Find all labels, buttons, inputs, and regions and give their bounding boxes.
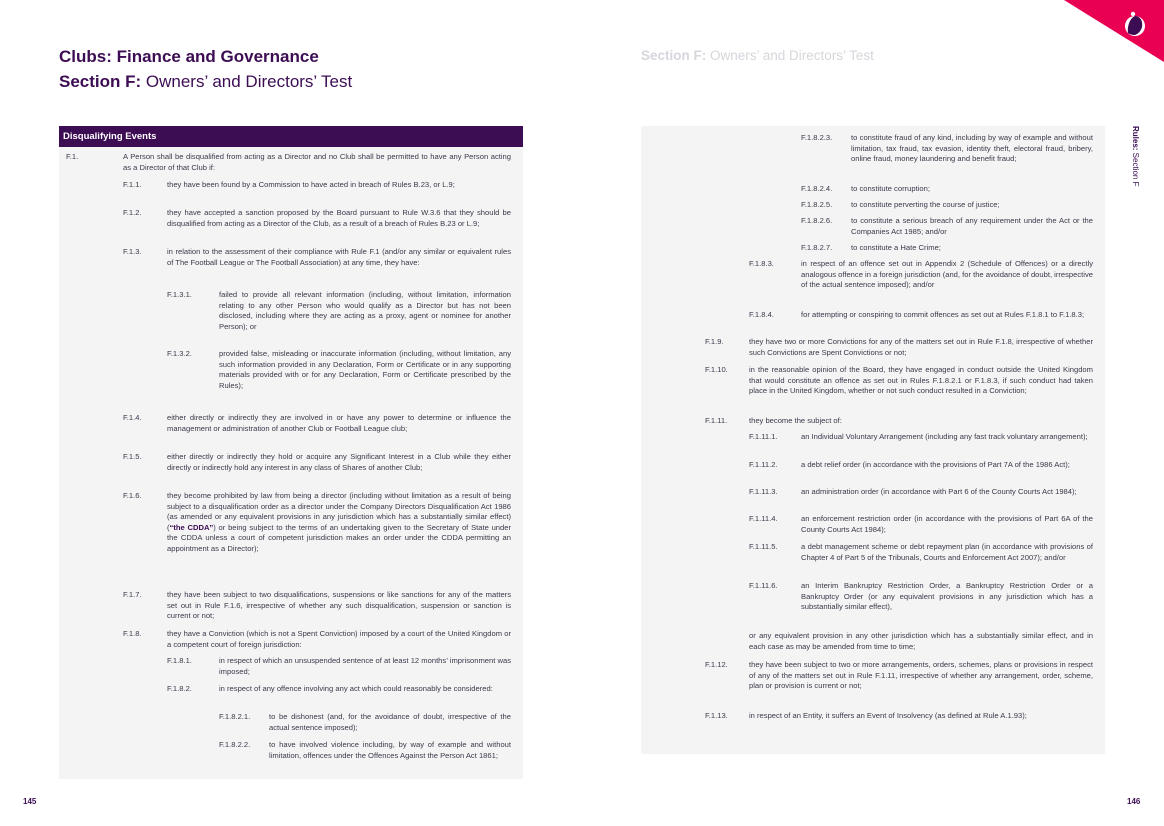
rule-number: F.1.2.: [123, 208, 142, 217]
defined-term: “the CDDA”: [169, 522, 214, 532]
page-number-left: 145: [23, 797, 37, 806]
rule-text: they have been found by a Commission to have acted in breach of Rules B.23, or L.9;: [167, 180, 455, 189]
ghost-title-bold: Section F:: [641, 48, 707, 63]
rule-number: F.1.8.2.: [167, 684, 192, 693]
rule-number: F.1.5.: [123, 452, 142, 461]
rule-number: F.1.11.: [705, 416, 728, 425]
rule-number: F.1.8.2.1.: [219, 712, 251, 721]
corner-graphic: [1014, 0, 1164, 70]
rule-text: in respect of an offence set out in Appendix 2 (Schedule of Offences) or a directly analogous offence in a foreign jurisdiction (and, for the avoidance of doubt, irrespective of the actual sentence imposed); and/or: [801, 259, 1093, 290]
rule-text: to constitute corruption;: [851, 184, 930, 193]
rule-text: or any equivalent provision in any other jurisdiction which has a substantially similar effect, and in each case as may be amended from time to time;: [749, 631, 1093, 651]
rule-text: they have been subject to two disqualifications, suspensions or like sanctions for any of the matters set out in Rule F.1.6, irrespective of whether any such disqualification, suspension or sanction is current or not;: [167, 590, 511, 621]
rule-number: F.1.8.2.2.: [219, 740, 251, 749]
rule-number: F.1.8.2.3.: [801, 133, 833, 142]
rule-text: to constitute a Hate Crime;: [851, 243, 941, 252]
side-label-light: Section F: [1131, 150, 1140, 187]
rule-number: F.1.13.: [705, 711, 728, 720]
rule-number: F.1.3.2.: [167, 349, 192, 358]
rule-text: they have been subject to two or more arrangements, orders, schemes, plans or provisions in respect of any of the matters set out in Rule F.1.11, irrespective of whether any arrangement, order, scheme, plan or provision is current or not;: [749, 660, 1093, 691]
page-title: [59, 45, 352, 95]
rule-number: F.1.8.2.4.: [801, 184, 833, 193]
rule-number: F.1.11.5.: [749, 542, 778, 551]
page-number-right: 146: [1127, 797, 1141, 806]
rule-number: F.1.8.4.: [749, 310, 774, 319]
rule-text: they have a Conviction (which is not a Spent Conviction) imposed by a court of the United Kingdom or a competent court of foreign jurisdiction:: [167, 629, 511, 649]
rule-text: a debt management scheme or debt repayment plan (in accordance with provisions of Chapter 4 of Part 5 of the Tribunals, Courts and Enforcement Act 2007); and/or: [801, 542, 1093, 562]
rule-number: F.1.4.: [123, 413, 142, 422]
rule-text: they become prohibited by law from being a director (including without limitation as a result of being subject to a disqualification order as a director under the Company Directors Disqualification Act 1986 (as amended or any equivalent provisions in any jurisdiction which has a substantially similar effect) (“the CDDA”) or being subject to the terms of an undertaking given to the Secretary of State under the CDDA unless a court of competent jurisdiction makes an order under the CDDA permitting an appointment as a Director);: [167, 491, 511, 553]
rule-text: an Interim Bankruptcy Restriction Order, a Bankruptcy Restriction Order or a Bankruptcy Order (or any equivalent provisions in any jurisdiction which has a substantially similar effect),: [801, 581, 1093, 612]
rule-number: F.1.1.: [123, 180, 142, 189]
rule-text: A Person shall be disqualified from acting as a Director and no Club shall be permitted to have any Person acting as a Director of that Club if:: [123, 152, 511, 172]
rule-text: failed to provide all relevant information (including, without limitation, information relating to any other Person who would qualify as a Director but has not been disclosed, including where they are acting as a proxy, agent or nominee for another Person); or: [219, 290, 511, 331]
rule-number: F.1.8.2.5.: [801, 200, 833, 209]
ghost-section-title: [641, 48, 874, 63]
rule-number: F.1.8.1.: [167, 656, 192, 665]
rule-number: F.1.9.: [705, 337, 724, 346]
rule-text: to have involved violence including, by way of example and without limitation, offences under the Offences Against the Person Act 1861;: [269, 740, 511, 760]
rule-number: F.1.6.: [123, 491, 142, 500]
rule-text: provided false, misleading or inaccurate information (including, without limitation, any such information provided in any Declaration, Form or Certificate or in any supporting materials provided with or for any Declaration, Form or Certificate prescribed by the Rules);: [219, 349, 511, 390]
rule-number: F.1.3.: [123, 247, 142, 256]
rule-number: F.1.8.3.: [749, 259, 774, 268]
rule-number: F.1.11.4.: [749, 514, 778, 523]
rule-text: in respect of any offence involving any act which could reasonably be considered:: [219, 684, 493, 693]
rule-text: to be dishonest (and, for the avoidance of doubt, irrespective of the actual sentence imposed);: [269, 712, 511, 732]
rule-text: an enforcement restriction order (in accordance with the provisions of Part 6A of the County Courts Act 1984);: [801, 514, 1093, 534]
rule-number: F.1.11.3.: [749, 487, 778, 496]
rule-text: in relation to the assessment of their compliance with Rule F.1 (and/or any similar or equivalent rules of The Football League or The Football Association) at any time, they have:: [167, 247, 511, 267]
rule-number: F.1.8.: [123, 629, 142, 638]
rule-text: either directly or indirectly they hold or acquire any Significant Interest in a Club while they either directly or indirectly hold any interest in any class of Shares of another Club;: [167, 452, 511, 472]
ghost-title-light: Owners’ and Directors’ Test: [706, 48, 874, 63]
rule-number: F.1.10.: [705, 365, 728, 374]
rule-text: in the reasonable opinion of the Board, they have engaged in conduct outside the United Kingdom that would constitute an offence as set out in Rules F.1.8.2.1 or F.1.8.3, if such conduct had taken place in the United Kingdom, whether or not such conduct resulted in a Conviction;: [749, 365, 1093, 396]
rule-text: to constitute fraud of any kind, including by way of example and without limitation, tax fraud, tax evasion, identity theft, electoral fraud, bribery, online fraud, money laundering and benefit fraud;: [851, 133, 1093, 164]
title-section-light: Owners’ and Directors’ Test: [141, 72, 353, 91]
rule-number: F.1.11.1.: [749, 432, 778, 441]
rule-text: they become the subject of:: [749, 416, 842, 425]
side-section-label: [1128, 126, 1140, 206]
rule-number: F.1.8.2.6.: [801, 216, 833, 225]
rule-number: F.1.12.: [705, 660, 728, 669]
side-label-bold: Rules:: [1131, 126, 1140, 151]
rule-text: to constitute perverting the course of justice;: [851, 200, 1000, 209]
rule-text: in respect of which an unsuspended sentence of at least 12 months’ imprisonment was imposed;: [219, 656, 511, 676]
rule-text: an Individual Voluntary Arrangement (including any fast track voluntary arrangement);: [801, 432, 1088, 441]
rule-number: F.1.8.2.7.: [801, 243, 833, 252]
rule-text: they have accepted a sanction proposed by the Board pursuant to Rule W.3.6 that they should be disqualified from acting as a Director of the Club, as a result of a breach of Rules B.23 or L.9;: [167, 208, 511, 228]
title-line-1: Clubs: Finance and Governance: [59, 47, 319, 66]
rule-number: F.1.7.: [123, 590, 142, 599]
rule-number: F.1.: [66, 152, 79, 161]
rule-number: F.1.11.6.: [749, 581, 778, 590]
rule-text: an administration order (in accordance with Part 6 of the County Courts Act 1984);: [801, 487, 1077, 496]
rule-text: a debt relief order (in accordance with the provisions of Part 7A of the 1986 Act);: [801, 460, 1070, 469]
rule-number: F.1.3.1.: [167, 290, 192, 299]
rule-number: F.1.11.2.: [749, 460, 778, 469]
title-section-bold: Section F:: [59, 72, 142, 91]
rule-text: in respect of an Entity, it suffers an Event of Insolvency (as defined at Rule A.1.93);: [749, 711, 1027, 720]
rule-text: to constitute a serious breach of any requirement under the Act or the Companies Act 1985; and/or: [851, 216, 1093, 236]
rule-text: they have two or more Convictions for any of the matters set out in Rule F.1.8, irrespective of whether such Convictions are Spent Convictions or not;: [749, 337, 1093, 357]
rule-text: for attempting or conspiring to commit offences as set out at Rules F.1.8.1 to F.1.8.3;: [801, 310, 1085, 319]
rule-text: either directly or indirectly they are involved in or have any power to determine or influence the management or administration of another Club or Football League club;: [167, 413, 511, 433]
section-heading: Disqualifying Events: [59, 126, 523, 147]
title-line-2: [59, 69, 352, 95]
